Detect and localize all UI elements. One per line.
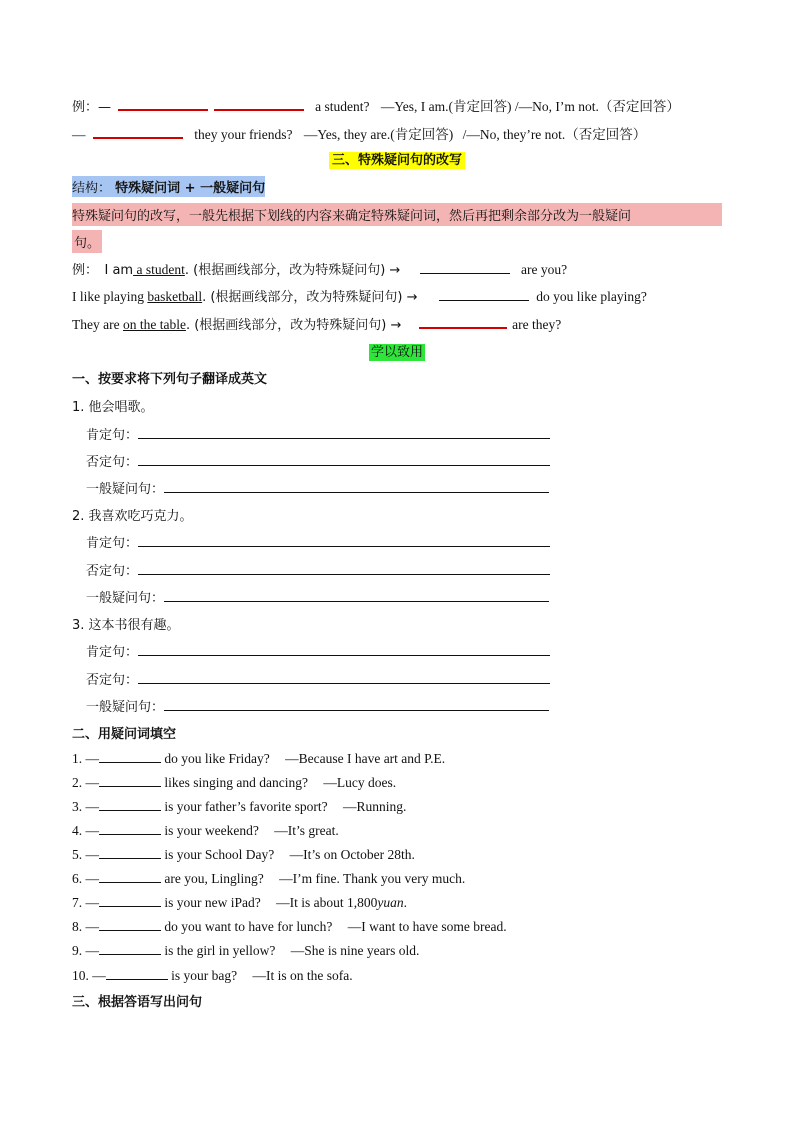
answer-line[interactable]	[138, 643, 550, 656]
rewrite-example-2	[72, 286, 647, 305]
answer-blank[interactable]	[99, 749, 161, 763]
item-answer: —Lucy does.	[323, 775, 397, 790]
item-number: 5. —	[72, 847, 99, 862]
fill-item	[72, 821, 339, 839]
rule-text-2: 句。	[72, 230, 102, 253]
example-tail: a student?	[315, 99, 370, 114]
item-question: is your weekend?	[164, 823, 259, 838]
answer-blank[interactable]	[420, 260, 510, 274]
example-line-2	[72, 123, 646, 143]
answer-label: 肯定句：	[86, 645, 139, 660]
answer-label: 否定句：	[86, 673, 139, 688]
example-lead: —	[72, 127, 86, 142]
fill-item	[72, 749, 445, 767]
part1-prompt: 3. 这本书很有趣。	[72, 618, 180, 633]
example-post: are they?	[512, 317, 562, 332]
answer-line[interactable]	[164, 480, 549, 493]
answer-line[interactable]	[164, 589, 549, 602]
example-underlined: basketball	[147, 289, 203, 304]
answer-label: 肯定句：	[86, 428, 139, 443]
fill-item	[72, 845, 415, 863]
answer-line[interactable]	[138, 426, 550, 439]
rewrite-example-1	[72, 259, 567, 278]
item-answer: —Running.	[342, 799, 407, 814]
fill-item	[72, 917, 507, 935]
item-number: 3. —	[72, 799, 99, 814]
structure-text: 特殊疑问词 + 一般疑问句	[115, 181, 266, 196]
item-question: is your School Day?	[164, 847, 275, 862]
item-number: 4. —	[72, 823, 99, 838]
item-number: 6. —	[72, 871, 99, 886]
example-mid: . (根据画线部分，改为特殊疑问句) →	[202, 290, 418, 305]
answer-row	[86, 587, 549, 606]
item-question: is your father’s favorite sport?	[164, 799, 328, 814]
affirmative-answer: —Yes, I am.(肯定回答)	[380, 99, 512, 114]
fill-item	[72, 966, 353, 984]
example-pre: 例： I am	[72, 263, 134, 278]
practice-title-row	[0, 341, 794, 360]
answer-row	[86, 641, 550, 660]
answer-blank[interactable]	[214, 96, 304, 111]
item-answer: —She is nine years old.	[290, 943, 420, 958]
example-lead: 例：—	[72, 100, 112, 115]
practice-title: 学以致用	[370, 345, 423, 360]
example-post: are you?	[521, 262, 568, 277]
negative-answer: /—No, they’re not.（否定回答）	[462, 127, 647, 142]
answer-blank[interactable]	[99, 773, 161, 787]
item-answer-end: .	[403, 895, 407, 910]
item-answer: —I want to have some bread.	[347, 919, 507, 934]
item-number: 10. —	[72, 968, 106, 983]
answer-label: 一般疑问句：	[86, 591, 165, 606]
item-question: is the girl in yellow?	[164, 943, 276, 958]
answer-blank[interactable]	[99, 941, 161, 955]
rule-line-1	[72, 203, 722, 226]
item-answer: —I’m fine. Thank you very much.	[279, 871, 466, 886]
answer-row	[86, 478, 549, 497]
item-question: is your new iPad?	[164, 895, 261, 910]
answer-blank[interactable]	[99, 821, 161, 835]
fill-item	[72, 941, 419, 959]
item-question: do you like Friday?	[164, 751, 270, 766]
rewrite-example-3	[72, 314, 561, 333]
rule-line-2	[72, 230, 102, 253]
answer-line[interactable]	[138, 671, 550, 684]
item-question: is your bag?	[171, 968, 238, 983]
answer-blank[interactable]	[99, 869, 161, 883]
example-underlined: a student	[133, 262, 185, 277]
example-post: do you like playing?	[536, 289, 647, 304]
answer-row	[86, 560, 550, 579]
answer-line[interactable]	[138, 562, 550, 575]
part3-title: 三、根据答语写出问句	[72, 995, 203, 1010]
answer-label: 否定句：	[86, 564, 139, 579]
answer-blank[interactable]	[93, 124, 183, 139]
fill-item	[72, 773, 396, 791]
fill-item	[72, 797, 406, 815]
item-answer: —It is on the sofa.	[252, 968, 353, 983]
answer-row	[86, 451, 550, 470]
answer-label: 一般疑问句：	[86, 482, 165, 497]
answer-row	[86, 696, 549, 715]
item-number: 2. —	[72, 775, 99, 790]
section-title: 三、特殊疑问句的改写	[329, 152, 465, 169]
section-title-row	[0, 149, 794, 168]
answer-row	[86, 424, 550, 443]
answer-line[interactable]	[138, 534, 550, 547]
answer-label: 一般疑问句：	[86, 700, 165, 715]
item-question: likes singing and dancing?	[164, 775, 308, 790]
structure-line	[72, 176, 265, 197]
answer-line[interactable]	[138, 453, 550, 466]
answer-blank[interactable]	[439, 287, 529, 301]
item-number: 7. —	[72, 895, 99, 910]
answer-blank[interactable]	[106, 966, 168, 980]
answer-row	[86, 669, 550, 688]
example-tail: they your friends?	[194, 127, 293, 142]
item-number: 9. —	[72, 943, 99, 958]
example-pre: They are	[72, 317, 120, 332]
part1-title: 一、按要求将下列句子翻译成英文	[72, 372, 268, 387]
answer-blank[interactable]	[99, 917, 161, 931]
negative-answer: /—No, I’m not.（否定回答）	[514, 99, 680, 114]
example-pre: I like playing	[72, 289, 144, 304]
answer-blank[interactable]	[419, 314, 507, 329]
answer-blank[interactable]	[118, 96, 208, 111]
part2-title: 二、用疑问词填空	[72, 727, 177, 742]
item-question: do you want to have for lunch?	[164, 919, 333, 934]
item-answer-italic: yuan	[377, 895, 404, 910]
answer-label: 否定句：	[86, 455, 139, 470]
structure-label: 结构：	[72, 181, 112, 196]
example-mid: . (根据画线部分，改为特殊疑问句) →	[184, 263, 401, 278]
rule-text-1: 特殊疑问句的改写，一般先根据下划线的内容来确定特殊疑问词，然后再把剩余部分改为一般疑问	[72, 203, 722, 226]
fill-item	[72, 869, 465, 887]
structure-highlight	[72, 176, 265, 197]
item-answer: —It’s great.	[274, 823, 339, 838]
answer-blank[interactable]	[99, 797, 161, 811]
example-line-1	[72, 95, 680, 115]
item-question: are you, Lingling?	[164, 871, 264, 886]
item-answer: —It’s on October 28th.	[289, 847, 415, 862]
affirmative-answer: —Yes, they are.(肯定回答)	[303, 127, 454, 142]
answer-blank[interactable]	[99, 893, 161, 907]
part1-prompt: 1. 他会唱歌。	[72, 400, 154, 415]
part1-prompt: 2. 我喜欢吃巧克力。	[72, 509, 193, 524]
item-number: 1. —	[72, 751, 99, 766]
item-number: 8. —	[72, 919, 99, 934]
fill-item	[72, 893, 407, 911]
example-mid: . (根据画线部分，改为特殊疑问句) →	[185, 318, 402, 333]
answer-row	[86, 532, 550, 551]
answer-line[interactable]	[164, 698, 549, 711]
item-answer: —Because I have art and P.E.	[285, 751, 446, 766]
answer-label: 肯定句：	[86, 536, 139, 551]
answer-blank[interactable]	[99, 845, 161, 859]
item-answer: —It is about 1,800	[276, 895, 378, 910]
example-underlined: on the table	[122, 317, 186, 332]
